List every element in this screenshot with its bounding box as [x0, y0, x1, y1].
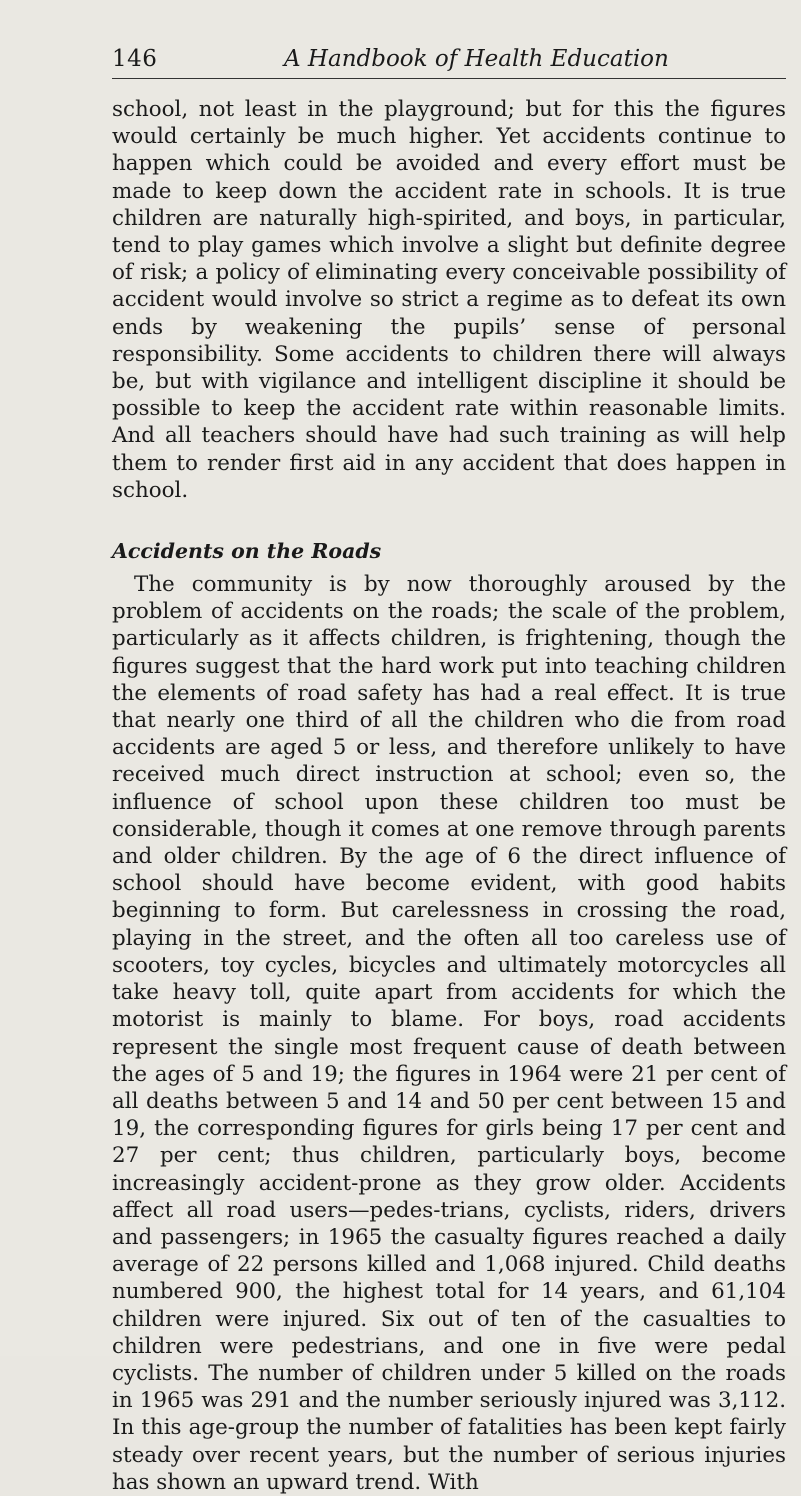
running-head [112, 44, 786, 79]
book-title: A Handbook of Health Education [284, 46, 669, 72]
paragraph-school-accidents: school, not least in the playground; but for this the figures would certainly be much higher. Yet accidents continue to happen which could be avoided and every effort must be made to keep down the accident rate in schools. It is true children are naturally high-spirited, and boys, in particular, tend to play games which involve a slight but definite degree of risk; a policy of eliminating every conceivable possibility of accident would involve so strict a regime as to defeat its own ends by weakening the pupils’ sense of personal responsibility. Some accidents to children there will always be, but with vigilance and intelligent discipline it should be possible to keep the accident rate within reasonable limits. And all teachers should have had such training as will help them to render first aid in any accident that does happen in school. [112, 97, 786, 503]
page-number: 146 [112, 46, 158, 72]
paragraph-road-accidents: The community is by now thoroughly aroused by the problem of accidents on the roads; the scale of the problem, particularly as it affects children, is frightening, though the figures suggest that the hard work put into teaching children the elements of road safety has had a real effect. It is true that nearly one third of all the children who die from road accidents are aged 5 or less, and therefore unlikely to have received much direct instruction at school; even so, the influence of school upon these children too must be considerable, though it comes at one remove through parents and older children. By the age of 6 the direct influence of school should have become evident, with good habits beginning to form. But carelessness in crossing the road, playing in the street, and the often all too careless use of scooters, toy cycles, bicycles and ultimately motorcycles all take heavy toll, quite apart from accidents for which the motorist is mainly to blame. For boys, road accidents represent the single most frequent cause of death between the ages of 5 and 19; the figures in 1964 were 21 per cent of all deaths between 5 and 14 and 50 per cent between 15 and 19, the corresponding figures for girls being 17 per cent and 27 per cent; thus children, particularly boys, become increasingly accident-prone as they grow older. Accidents affect all road users—pedes-trians, cyclists, riders, drivers and passengers; in 1965 the casualty figures reached a daily average of 22 persons killed and 1,068 injured. Child deaths numbered 900, the highest total for 14 years, and 61,104 children were injured. Six out of ten of the casualties to children were pedestrians, and one in five were pedal cyclists. The number of children under 5 killed on the roads in 1965 was 291 and the number seriously injured was 3,112. In this age-group the number of fatalities has been kept fairly steady over recent years, but the number of serious injuries has shown an upward trend. With [112, 572, 786, 1495]
body-text [112, 96, 786, 1496]
section-heading: Accidents on the Roads [112, 539, 382, 564]
